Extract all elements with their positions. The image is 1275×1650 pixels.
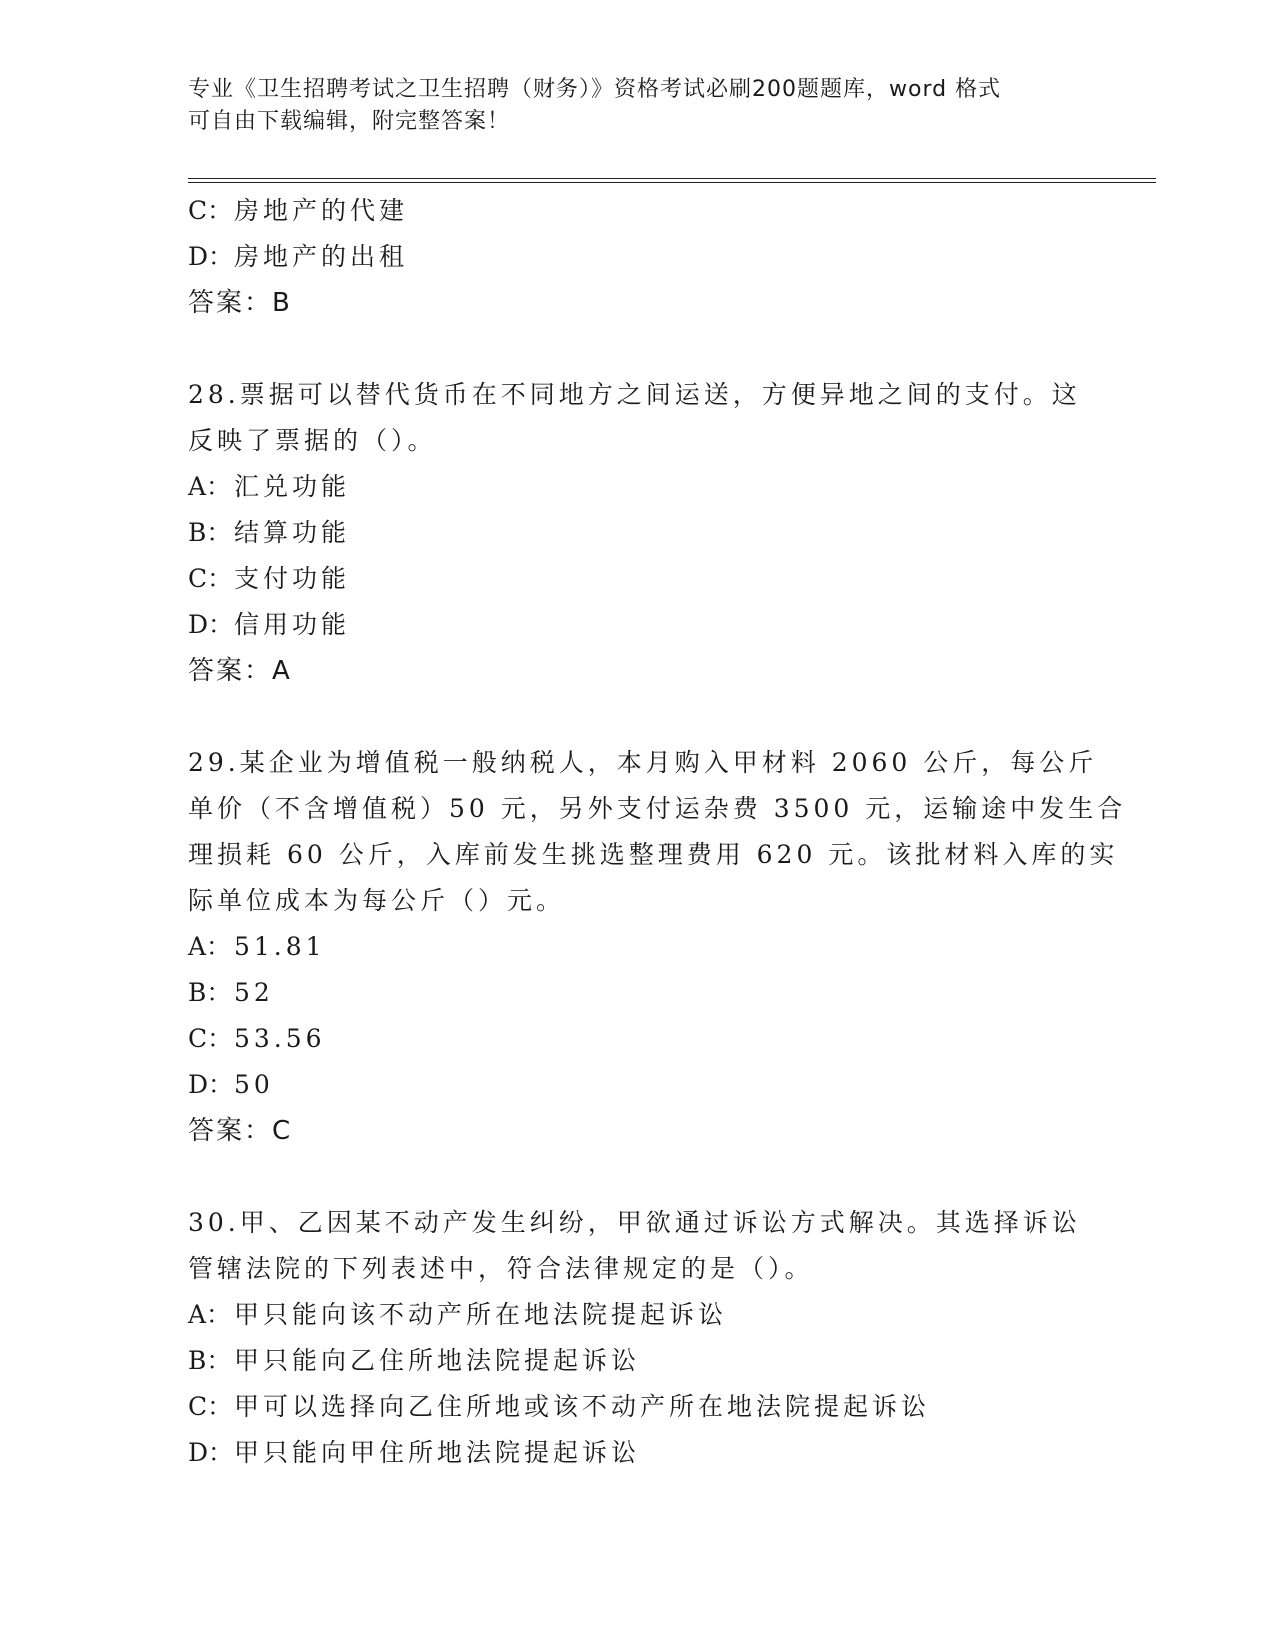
question-28 [188, 372, 1088, 694]
option-letter: D： [188, 1438, 234, 1467]
option-text: 信用功能 [234, 610, 351, 639]
option-text: 甲只能向甲住所地法院提起诉讼 [234, 1438, 641, 1467]
option-letter: C： [188, 196, 233, 225]
header-title-line-1: 专业《卫生招聘考试之卫生招聘（财务）》资格考试必刷200题题库，word 格式 [188, 77, 1002, 102]
option-text: 53.56 [234, 1024, 326, 1053]
option-a [188, 464, 1088, 510]
header-divider [188, 178, 1156, 183]
spacer [188, 1154, 1088, 1200]
option-text: 甲可以选择向乙住所地或该不动产所在地法院提起诉讼 [234, 1392, 931, 1421]
option-text: 房地产的代建 [234, 196, 409, 225]
spacer [188, 694, 1088, 740]
option-b [188, 510, 1088, 556]
question-content [188, 188, 1127, 1476]
option-c [188, 1384, 1088, 1430]
option-text: 51.81 [234, 932, 326, 961]
option-letter: C： [188, 564, 233, 593]
option-d [188, 234, 1088, 280]
option-letter: C： [188, 1024, 233, 1053]
option-d [188, 1062, 1088, 1108]
option-text: 甲只能向乙住所地法院提起诉讼 [234, 1346, 641, 1375]
question-stem-line: 单价（不含增值税）50 元，另外支付运杂费 3500 元，运输途中发生合 [188, 794, 1127, 823]
question-30 [188, 1200, 1088, 1476]
option-letter: D： [188, 242, 234, 271]
option-text: 房地产的出租 [234, 242, 409, 271]
option-text: 52 [234, 978, 274, 1007]
option-letter: A： [188, 1300, 232, 1329]
option-text: 甲只能向该不动产所在地法院提起诉讼 [234, 1300, 728, 1329]
option-c [188, 1016, 1088, 1062]
option-letter: A： [188, 472, 232, 501]
question-stem-line: 管辖法院的下列表述中，符合法律规定的是（）。 [188, 1254, 814, 1283]
answer-line: 答案：B [188, 288, 292, 318]
option-letter: B： [188, 1346, 232, 1375]
question-29 [188, 740, 1127, 1154]
option-c [188, 556, 1088, 602]
option-b [188, 1338, 1088, 1384]
question-stem-line: 30.甲、乙因某不动产发生纠纷，甲欲通过诉讼方式解决。其选择诉讼 [188, 1208, 1081, 1237]
option-letter: B： [188, 978, 232, 1007]
option-c [188, 188, 1088, 234]
question-stem-line: 28.票据可以替代货币在不同地方之间运送，方便异地之间的支付。这 [188, 380, 1081, 409]
question-stem-line: 理损耗 60 公斤，入库前发生挑选整理费用 620 元。该批材料入库的实 [188, 840, 1119, 869]
option-d [188, 1430, 1088, 1476]
option-a [188, 1292, 1088, 1338]
document-header [188, 74, 1088, 138]
answer-line: 答案：C [188, 1116, 293, 1146]
question-stem-line: 际单位成本为每公斤（）元。 [188, 886, 566, 915]
option-text: 50 [234, 1070, 274, 1099]
question-27-tail [188, 188, 1088, 326]
option-letter: B： [188, 518, 232, 547]
option-a [188, 924, 1088, 970]
option-text: 结算功能 [234, 518, 351, 547]
option-text: 汇兑功能 [234, 472, 351, 501]
option-b [188, 970, 1088, 1016]
option-text: 支付功能 [234, 564, 351, 593]
spacer [188, 326, 1088, 372]
option-letter: C： [188, 1392, 233, 1421]
answer-line: 答案：A [188, 656, 292, 686]
header-title-line-2: 可自由下载编辑，附完整答案！ [188, 109, 511, 134]
option-letter: D： [188, 610, 234, 639]
option-letter: D： [188, 1070, 234, 1099]
question-stem-line: 29.某企业为增值税一般纳税人，本月购入甲材料 2060 公斤，每公斤 [188, 748, 1098, 777]
question-stem-line: 反映了票据的（）。 [188, 426, 437, 455]
option-d [188, 602, 1088, 648]
option-letter: A： [188, 932, 232, 961]
